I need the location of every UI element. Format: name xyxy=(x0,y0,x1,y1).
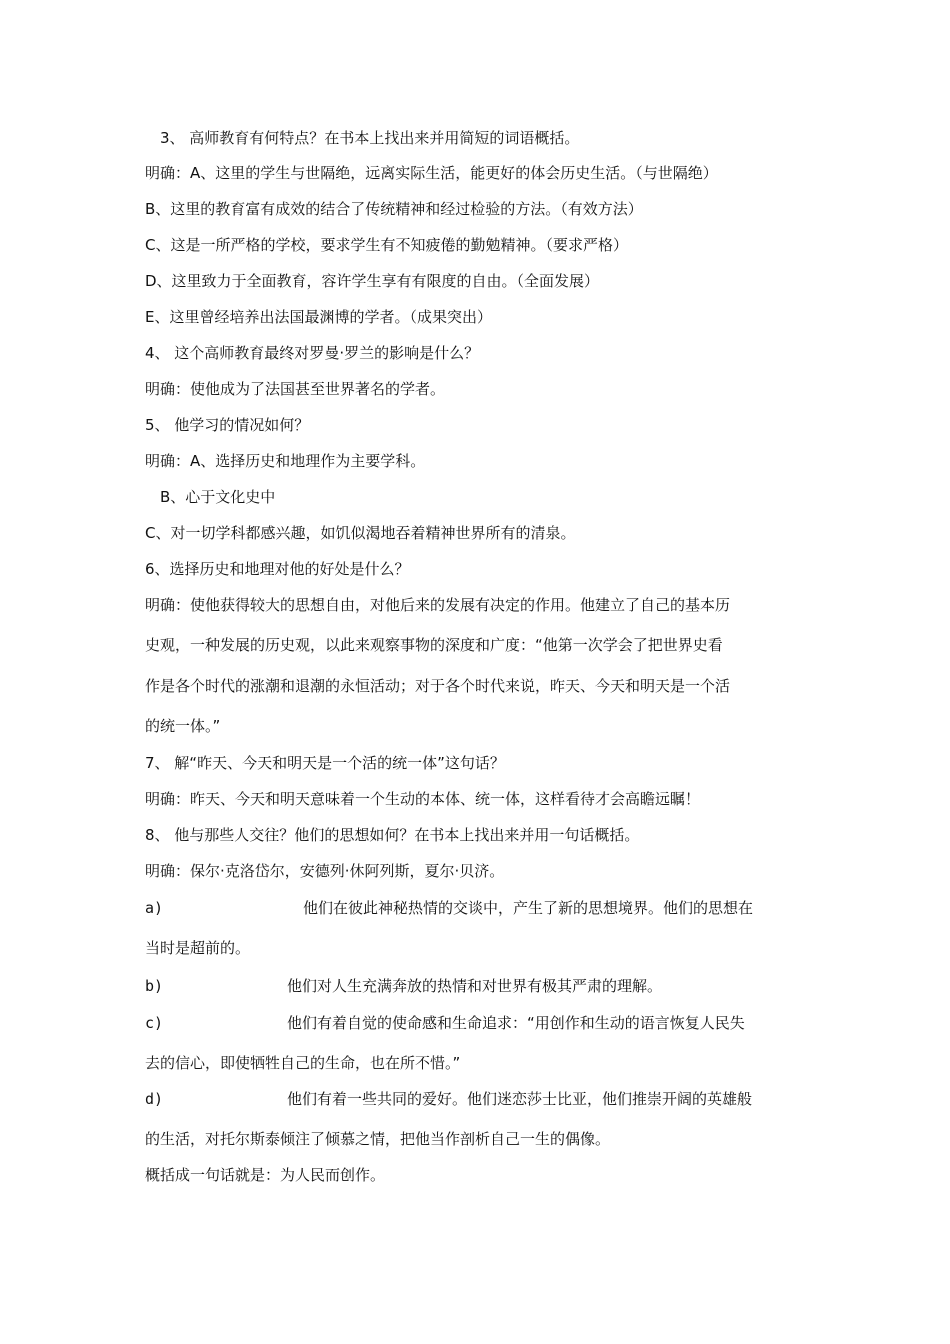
answer-3-a: 明确：A、这里的学生与世隔绝，远离实际生活，能更好的体会历史生活。（与世隔绝） xyxy=(145,164,718,182)
answer-3-e: E、这里曾经培养出法国最渊博的学者。（成果突出） xyxy=(145,308,492,326)
item-b-text: 他们对人生充满奔放的热情和对世界有极其严肃的理解。 xyxy=(287,977,663,995)
answer-5-c: C、对一切学科都感兴趣，如饥似渴地吞着精神世界所有的清泉。 xyxy=(145,524,576,542)
item-c-text: 他们有着自觉的使命感和生命追求：“用创作和生动的语言恢复人民失 xyxy=(287,1014,745,1032)
answer-6-line-4: 的统一体。” xyxy=(145,717,221,735)
question-3: 3、 高师教育有何特点？在书本上找出来并用简短的词语概括。 xyxy=(160,129,580,147)
item-a-continuation: 当时是超前的。 xyxy=(145,939,251,957)
answer-3-d: D、这里致力于全面教育，容许学生享有有限度的自由。（全面发展） xyxy=(145,272,600,290)
answer-5-a: 明确：A、选择历史和地理作为主要学科。 xyxy=(145,452,426,470)
item-d-label: d) xyxy=(145,1090,164,1108)
question-7: 7、 解“昨天、今天和明天是一个活的统一体”这句话？ xyxy=(145,754,505,772)
answer-5-b: B、心于文化史中 xyxy=(160,488,276,506)
answer-4: 明确：使他成为了法国甚至世界著名的学者。 xyxy=(145,380,446,398)
answer-6-line-1: 明确：使他获得较大的思想自由，对他后来的发展有决定的作用。他建立了自己的基本历 xyxy=(145,596,731,614)
answer-3-c: C、这是一所严格的学校，要求学生有不知疲倦的勤勉精神。（要求严格） xyxy=(145,236,628,254)
summary-line: 概括成一句话就是：为人民而创作。 xyxy=(145,1166,386,1184)
answer-7: 明确：昨天、今天和明天意味着一个生动的本体、统一体，这样看待才会高瞻远瞩！ xyxy=(145,790,701,808)
item-d-continuation: 的生活，对托尔斯泰倾注了倾慕之情，把他当作剖析自己一生的偶像。 xyxy=(145,1130,611,1148)
item-d-text: 他们有着一些共同的爱好。他们迷恋莎士比亚，他们推崇开阔的英雄般 xyxy=(287,1090,753,1108)
answer-8-names: 明确：保尔·克洛岱尔，安德列·休阿列斯，夏尔·贝济。 xyxy=(145,862,505,880)
item-a-label: a) xyxy=(145,899,164,917)
item-b-label: b) xyxy=(145,977,164,995)
question-4: 4、 这个高师教育最终对罗曼·罗兰的影响是什么？ xyxy=(145,344,480,362)
item-a-text: 他们在彼此神秘热情的交谈中，产生了新的思想境界。他们的思想在 xyxy=(303,899,754,917)
answer-6-line-3: 作是各个时代的涨潮和退潮的永恒活动；对于各个时代来说，昨天、今天和明天是一个活 xyxy=(145,677,731,695)
question-8: 8、 他与那些人交往？他们的思想如何？在书本上找出来并用一句话概括。 xyxy=(145,826,640,844)
item-c-label: c) xyxy=(145,1014,164,1032)
answer-6-line-2: 史观，一种发展的历史观，以此来观察事物的深度和广度：“他第一次学会了把世界史看 xyxy=(145,636,723,654)
item-c-continuation: 去的信心，即使牺牲自己的生命，也在所不惜。” xyxy=(145,1054,461,1072)
answer-3-b: B、这里的教育富有成效的结合了传统精神和经过检验的方法。（有效方法） xyxy=(145,200,643,218)
question-6: 6、选择历史和地理对他的好处是什么？ xyxy=(145,560,410,578)
question-5: 5、 他学习的情况如何？ xyxy=(145,416,310,434)
